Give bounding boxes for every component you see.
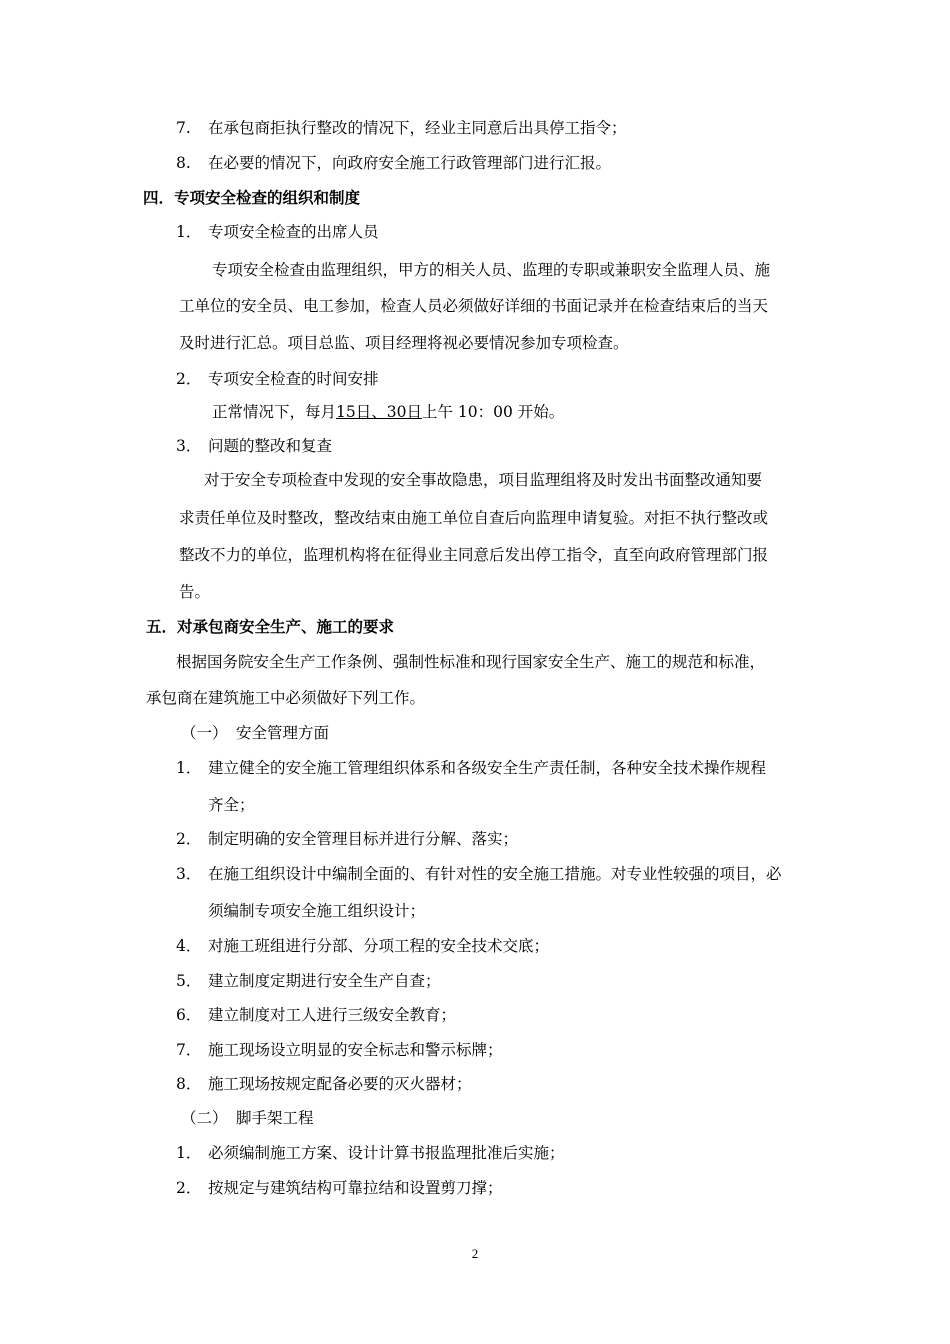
schedule-time: 上午 10：00 开始。 bbox=[421, 403, 565, 421]
item-text: 对施工班组进行分部、分项工程的安全技术交底； bbox=[208, 937, 550, 955]
item-number: 3． bbox=[176, 865, 202, 883]
paragraph-line: 对于安全专项检查中发现的安全事故隐患，项目监理组将及时发出书面整改通知要 bbox=[204, 471, 763, 489]
section-heading bbox=[143, 188, 360, 208]
item-text: 在承包商拒执行整改的情况下，经业主同意后出具停工指令； bbox=[208, 119, 627, 137]
item-text: 专项安全检查的时间安排 bbox=[208, 370, 379, 388]
item-text: 专项安全检查的出席人员 bbox=[208, 223, 379, 241]
item-number: 4． bbox=[176, 937, 202, 955]
item-number: 8． bbox=[176, 1075, 202, 1093]
list-item bbox=[176, 1178, 503, 1198]
section-number: 五． bbox=[146, 618, 178, 636]
list-item bbox=[176, 936, 549, 956]
list-item bbox=[176, 153, 611, 173]
list-item bbox=[176, 1005, 456, 1025]
paragraph-line: 整改不力的单位，监理机构将在征得业主同意后发出停工指令，直至向政府管理部门报 bbox=[179, 546, 769, 564]
list-item bbox=[176, 1040, 503, 1060]
schedule-line bbox=[212, 402, 564, 422]
item-number: （二） bbox=[181, 1109, 228, 1127]
item-number: 2． bbox=[176, 830, 202, 848]
item-number: 1． bbox=[176, 1144, 202, 1162]
item-text: 安全管理方面 bbox=[236, 724, 330, 742]
item-text: 施工现场设立明显的安全标志和警示标牌； bbox=[208, 1041, 503, 1059]
list-item bbox=[176, 118, 627, 138]
section-heading bbox=[146, 617, 394, 637]
item-text: 按规定与建筑结构可靠拉结和设置剪刀撑； bbox=[208, 1179, 503, 1197]
item-number: 7． bbox=[176, 1041, 202, 1059]
item-number: 1． bbox=[176, 223, 202, 241]
list-item bbox=[176, 1074, 472, 1094]
item-text: 问题的整改和复查 bbox=[208, 437, 333, 455]
list-item bbox=[176, 864, 782, 884]
paragraph-line: 根据国务院安全生产工作条例、强制性标准和现行国家安全生产、施工的规范和标准， bbox=[176, 653, 766, 671]
item-text: 建立制度对工人进行三级安全教育； bbox=[208, 1006, 457, 1024]
item-number: 5． bbox=[176, 972, 202, 990]
subsection-heading bbox=[176, 369, 379, 389]
subsection-heading bbox=[176, 436, 332, 456]
item-number: （一） bbox=[181, 724, 228, 742]
list-item bbox=[176, 829, 518, 849]
item-number: 6． bbox=[176, 1006, 202, 1024]
item-text: 施工现场按规定配备必要的灭火器材； bbox=[208, 1075, 472, 1093]
paragraph-line: 及时进行汇总。项目总监、项目经理将视必要情况参加专项检查。 bbox=[179, 334, 629, 352]
item-number: 1． bbox=[176, 759, 202, 777]
list-item bbox=[176, 971, 441, 991]
list-item-continuation: 齐全； bbox=[208, 796, 255, 814]
list-item-continuation: 须编制专项安全施工组织设计； bbox=[208, 902, 426, 920]
item-number: 7. bbox=[176, 119, 191, 137]
schedule-dates: 15日、30日 bbox=[336, 403, 422, 421]
item-number: 3． bbox=[176, 437, 202, 455]
item-text: 制定明确的安全管理目标并进行分解、落实； bbox=[208, 830, 519, 848]
item-text: 在必要的情况下，向政府安全施工行政管理部门进行汇报。 bbox=[208, 154, 612, 172]
subsection-heading bbox=[181, 723, 329, 743]
item-text: 必须编制施工方案、设计计算书报监理批准后实施； bbox=[208, 1144, 565, 1162]
section-number: 四． bbox=[143, 189, 175, 207]
item-text: 建立制度定期进行安全生产自查； bbox=[208, 972, 441, 990]
item-number: 8. bbox=[176, 154, 191, 172]
schedule-text: 正常情况下，每月 bbox=[212, 403, 337, 421]
page-number: 2 bbox=[471, 1246, 479, 1261]
item-number: 2． bbox=[176, 370, 202, 388]
section-title: 对承包商安全生产、施工的要求 bbox=[177, 618, 395, 636]
item-text: 脚手架工程 bbox=[236, 1109, 314, 1127]
paragraph-line: 承包商在建筑施工中必须做好下列工作。 bbox=[146, 689, 426, 707]
item-text: 建立健全的安全施工管理组织体系和各级安全生产责任制，各种安全技术操作规程 bbox=[208, 759, 767, 777]
subsection-heading bbox=[176, 222, 379, 242]
paragraph-line: 求责任单位及时整改，整改结束由施工单位自查后向监理申请复验。对拒不执行整改或 bbox=[179, 509, 769, 527]
item-text: 在施工组织设计中编制全面的、有针对性的安全施工措施。对专业性较强的项目，必 bbox=[208, 865, 782, 883]
list-item bbox=[176, 1143, 565, 1163]
section-title: 专项安全检查的组织和制度 bbox=[174, 189, 361, 207]
item-number: 2． bbox=[176, 1179, 202, 1197]
paragraph-line: 专项安全检查由监理组织，甲方的相关人员、监理的专职或兼职安全监理人员、施 bbox=[212, 261, 771, 279]
paragraph-line: 告。 bbox=[179, 583, 211, 601]
paragraph-line: 工单位的安全员、电工参加，检查人员必须做好详细的书面记录并在检查结束后的当天 bbox=[179, 297, 769, 315]
subsection-heading bbox=[181, 1108, 314, 1128]
list-item bbox=[176, 758, 766, 778]
